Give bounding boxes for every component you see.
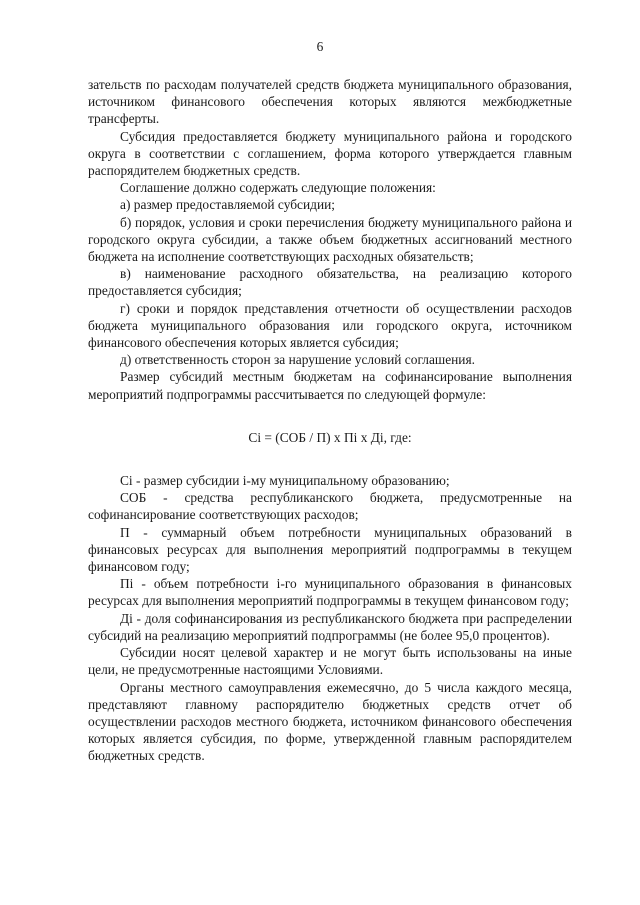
list-item: б) порядок, условия и сроки перечисления бюджету муниципального района и городского округа субсидии, а также объем бюджетных ассигнований местного бюджета на исполнение соответствующих расходных обязательств; bbox=[88, 214, 572, 265]
paragraph: Органы местного самоуправления ежемесячно, до 5 числа каждого месяца, представляют главному распорядителю бюджетных средств отчет об осуществлении расходов местного бюджета, источником финансового обеспечения которых является субсидия, по форме, утвержденной главным распорядителем бюджетных средств. bbox=[88, 679, 572, 764]
list-item: в) наименование расходного обязательства, на реализацию которого предоставляется субсидия; bbox=[88, 266, 572, 299]
formula: Сi = (СОБ / П) х Пi х Дi, где: bbox=[248, 429, 412, 445]
list-item: г) сроки и порядок представления отчетности об осуществлении расходов бюджета муниципального образования или городского округа, источником финансового обеспечения которых является субсидия; bbox=[88, 300, 572, 351]
list-item: а) размер предоставляемой субсидии; bbox=[120, 197, 336, 213]
paragraph: Размер субсидий местным бюджетам на софинансирование выполнения мероприятий подпрограммы рассчитывается по следующей формуле: bbox=[88, 369, 572, 402]
definition: Сi - размер субсидии i-му муниципальному образованию; bbox=[120, 473, 450, 489]
paragraph: Субсидии носят целевой характер и не могут быть использованы на иные цели, не предусмотренные настоящими Условиями. bbox=[88, 645, 572, 678]
definition: СОБ - средства республиканского бюджета, предусмотренные на софинансирование соответствующих расходов; bbox=[88, 490, 572, 523]
definition: Пi - объем потребности i-го муниципального образования в финансовых ресурсах для выполнения мероприятий подпрограммы в текущем финансовом году; bbox=[88, 576, 572, 609]
paragraph: зательств по расходам получателей средств бюджета муниципального образования, источником финансового обеспечения которых являются межбюджетные трансферты. bbox=[88, 77, 572, 127]
definition: Дi - доля софинансирования из республиканского бюджета при распределении субсидий на реализацию мероприятий подпрограммы (не более 95,0 процентов). bbox=[88, 610, 572, 643]
document-body bbox=[88, 76, 572, 765]
page-number: 6 bbox=[316, 39, 324, 54]
definition: П - суммарный объем потребности муниципальных образований в финансовых ресурсах для выполнения мероприятий подпрограммы в текущем финансовом году; bbox=[88, 524, 572, 575]
paragraph: Соглашение должно содержать следующие положения: bbox=[120, 180, 436, 196]
paragraph: Субсидия предоставляется бюджету муниципального района и городского округа в соответствии с соглашением, форма которого утверждается главным распорядителем бюджетных средств. bbox=[88, 128, 572, 179]
list-item: д) ответственность сторон за нарушение условий соглашения. bbox=[120, 352, 475, 368]
